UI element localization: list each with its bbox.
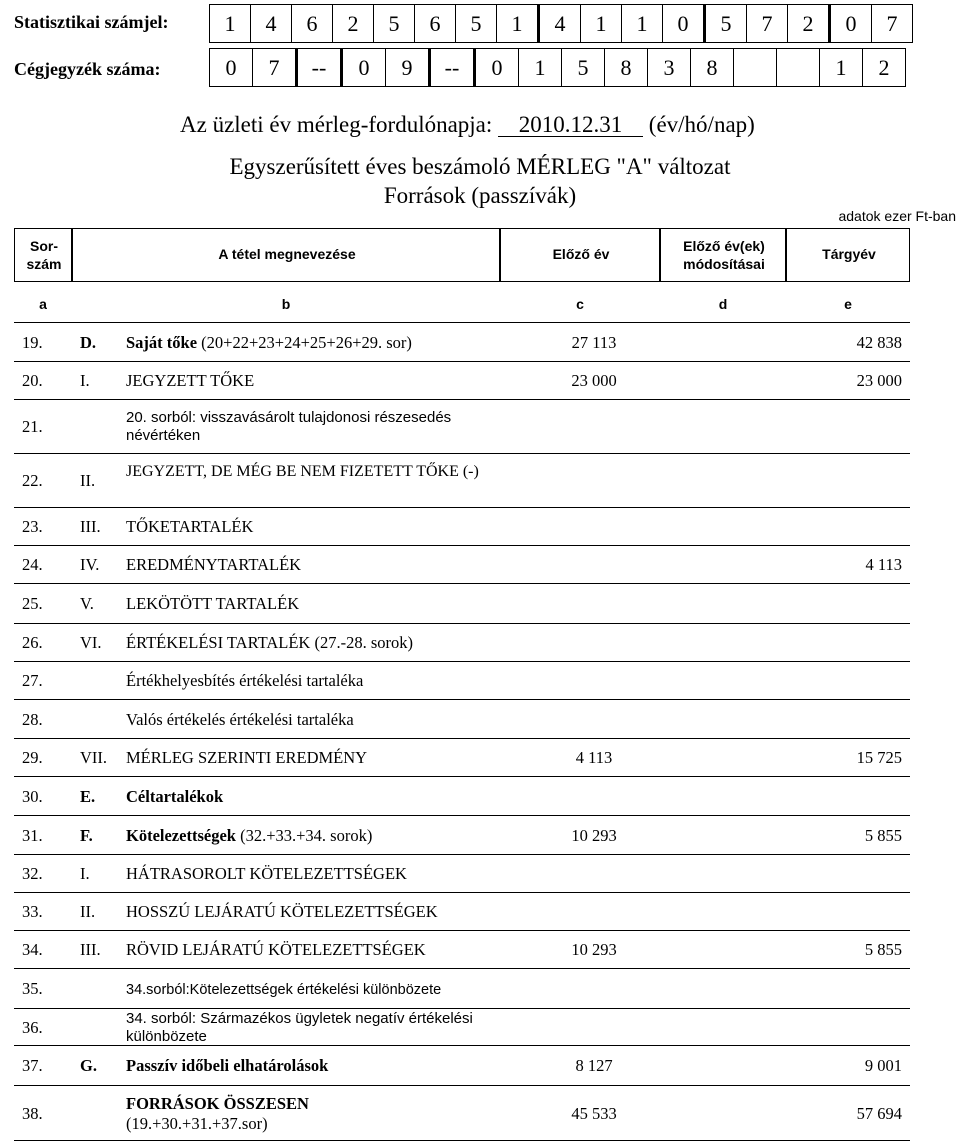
cell-c: 27 113 — [571, 332, 617, 352]
cell-name — [126, 787, 223, 807]
letter-c: c — [576, 296, 584, 312]
cell-rom: D. — [80, 332, 97, 352]
cell-e: 9 001 — [864, 1056, 902, 1075]
col-mod-l1: Előző év(ek) — [683, 238, 765, 254]
cell-no: 21. — [22, 417, 43, 436]
cell-no: 31. — [22, 825, 43, 845]
cell-no: 38. — [22, 1103, 43, 1123]
table-row — [14, 399, 910, 453]
col-prev-label: Előző év — [552, 246, 610, 262]
cell-c: 4 113 — [575, 748, 613, 767]
ceggrid-digit: 0 — [210, 49, 253, 87]
statgrid-digit: 5 — [456, 5, 497, 43]
ceggrid-digit: 9 — [386, 49, 430, 87]
cell-name — [126, 826, 372, 846]
statgrid-digit: 5 — [374, 5, 415, 43]
cell-name-text: 34.sorból:Kötelezettségek értékelési különbözete — [126, 982, 442, 998]
cell-no: 33. — [22, 902, 43, 921]
cell-name — [126, 333, 412, 353]
cell-name-bold: Kötelezettségek — [126, 825, 236, 845]
cell-rom: V. — [80, 594, 94, 613]
table-bottom-border — [14, 1140, 910, 1141]
cell-e: 23 000 — [856, 371, 902, 390]
cell-name — [126, 902, 438, 922]
title-main: Egyszerűsített éves beszámoló MÉRLEG "A" változat — [229, 154, 731, 179]
statgrid-digit: 6 — [415, 5, 456, 43]
ceg-label: Cégjegyzék száma: — [14, 59, 161, 79]
cell-e: 57 694 — [856, 1103, 902, 1123]
cell-rom: F. — [80, 825, 93, 845]
cell-name-text: TŐKETARTALÉK — [126, 517, 254, 536]
cell-name — [126, 594, 299, 614]
ceggrid-digit: 0 — [342, 49, 386, 87]
cell-no: 37. — [22, 1056, 43, 1075]
cell-no: 36. — [22, 1017, 43, 1037]
table-row — [14, 815, 910, 854]
cell-name: 34. sorból: Származékos ügyletek negatív értékelési különbözete — [126, 1009, 473, 1045]
stat-number-grid — [209, 4, 913, 43]
col-curr — [786, 228, 910, 282]
cell-no: 28. — [22, 709, 43, 729]
cell-no: 32. — [22, 864, 43, 883]
cell-name: JEGYZETT, DE MÉG BE NEM FIZETETT TŐKE (-) — [126, 463, 479, 480]
table-row — [14, 583, 910, 623]
cell-rom: VII. — [80, 748, 108, 767]
cell-name — [126, 748, 367, 768]
letter-e: e — [844, 296, 852, 312]
cell-no: 35. — [22, 979, 43, 998]
cell-no: 26. — [22, 633, 43, 652]
cell-rom: III. — [80, 940, 101, 959]
cell-name-text: LEKÖTÖTT TARTALÉK — [126, 594, 300, 613]
col-sorszam-l1: Sor- — [30, 238, 58, 254]
cell-c: 8 127 — [575, 1056, 613, 1075]
table-row — [14, 361, 910, 399]
statgrid-digit: 0 — [663, 5, 705, 43]
ceggrid-digit: 8 — [691, 49, 734, 87]
statgrid-digit: 0 — [830, 5, 872, 43]
cell-name — [126, 1056, 328, 1076]
statgrid-digit: 7 — [747, 5, 788, 43]
cell-name-bold: Passzív időbeli elhatárolások — [126, 1056, 329, 1075]
table-row — [14, 1008, 910, 1045]
cell-c: 23 000 — [571, 371, 617, 390]
cell-name-text: HOSSZÚ LEJÁRATÚ KÖTELEZETTSÉGEK — [126, 902, 438, 921]
cell-name-text: (32.+33.+34. sorok) — [235, 825, 373, 845]
cell-no: 27. — [22, 671, 43, 690]
ceggrid-digit — [734, 49, 777, 87]
cell-name-text: (20+22+23+24+25+26+29. sor) — [197, 332, 412, 352]
ceg-number-grid — [209, 48, 906, 87]
cell-rom: E. — [80, 786, 96, 806]
cell-name-text: HÁTRASOROLT KÖTELEZETTSÉGEK — [126, 864, 407, 883]
table-row — [14, 545, 910, 583]
statgrid-digit: 5 — [705, 5, 747, 43]
table-row — [14, 453, 910, 507]
cell-name — [126, 710, 354, 730]
cell-name-text: RÖVID LEJÁRATÚ KÖTELEZETTSÉGEK — [126, 940, 426, 959]
table-row — [14, 930, 910, 968]
cell-e: 4 113 — [865, 555, 902, 574]
ceggrid-digit: -- — [297, 49, 342, 87]
col-sorszam — [14, 228, 72, 282]
ceggrid-digit: 8 — [605, 49, 648, 87]
table-row — [14, 322, 910, 361]
cell-no: 20. — [22, 371, 43, 390]
table-row — [14, 968, 910, 1008]
statgrid-digit: 1 — [497, 5, 539, 43]
cell-rom: II. — [80, 471, 96, 490]
statgrid-digit: 2 — [788, 5, 830, 43]
ceggrid-digit: 5 — [562, 49, 605, 87]
table-row — [14, 1045, 910, 1085]
cell-name — [126, 671, 363, 691]
cell-name — [126, 555, 301, 575]
ceggrid-digit — [777, 49, 820, 87]
cell-no: 24. — [22, 555, 43, 574]
cell-name — [126, 979, 441, 1000]
cell-e: 15 725 — [856, 748, 902, 767]
cell-name-bold: FORRÁSOK ÖSSZESEN — [126, 1093, 309, 1113]
cell-rom: IV. — [80, 555, 100, 574]
cell-rom: II. — [80, 902, 96, 921]
date-prefix: Az üzleti év mérleg-fordulónapja: — [180, 112, 493, 137]
cell-no: 29. — [22, 748, 43, 767]
cell-rom: G. — [80, 1056, 97, 1075]
stat-label: Statisztikai számjel: — [14, 12, 169, 32]
statgrid-digit: 2 — [333, 5, 374, 43]
cell-name-text: Valós értékelés értékelési tartaléka — [126, 709, 354, 729]
letter-a: a — [39, 296, 47, 312]
cell-name-text: (19.+30.+31.+37.sor) — [126, 1113, 268, 1133]
col-sorszam-l2: szám — [26, 256, 62, 272]
ceggrid-digit: -- — [430, 49, 475, 87]
cell-c: 10 293 — [571, 825, 617, 845]
cell-name — [126, 371, 254, 391]
table-row — [14, 507, 910, 545]
table-row — [14, 699, 910, 738]
statgrid-digit: 1 — [622, 5, 663, 43]
ceggrid-digit: 1 — [519, 49, 562, 87]
statgrid-digit: 1 — [210, 5, 251, 43]
cell-rom: VI. — [80, 633, 102, 652]
cell-name — [126, 940, 426, 960]
ceggrid-digit: 7 — [253, 49, 297, 87]
col-curr-label: Tárgyév — [822, 246, 876, 262]
cell-name-text: Értékhelyesbítés értékelési tartaléka — [126, 671, 364, 690]
cell-c: 10 293 — [571, 940, 617, 959]
cell-rom: I. — [80, 371, 90, 390]
ceggrid-digit: 0 — [475, 49, 519, 87]
cell-name-bold: Saját tőke — [126, 332, 198, 352]
table-row — [14, 776, 910, 815]
col-mod — [660, 228, 786, 282]
cell-name — [126, 517, 253, 537]
cell-no: 23. — [22, 517, 43, 536]
statgrid-digit: 6 — [292, 5, 333, 43]
cell-c: 45 533 — [571, 1103, 617, 1123]
date-value: 2010.12.31 — [498, 114, 643, 137]
title-sub: Források (passzívák) — [383, 183, 577, 208]
table-row — [14, 738, 910, 776]
cell-name-text: EREDMÉNYTARTALÉK — [126, 555, 302, 574]
cell-name-text: JEGYZETT TŐKE — [126, 371, 255, 390]
statgrid-digit: 1 — [581, 5, 622, 43]
cell-rom: III. — [80, 517, 101, 536]
cell-name — [126, 633, 413, 653]
date-line — [180, 112, 755, 138]
statgrid-digit: 7 — [872, 5, 913, 43]
ceggrid-digit: 2 — [863, 49, 906, 87]
cell-name-text: MÉRLEG SZERINTI EREDMÉNY — [126, 748, 368, 767]
table-row — [14, 623, 910, 661]
cell-no: 34. — [22, 940, 43, 959]
col-prev — [500, 228, 660, 282]
date-suffix: (év/hó/nap) — [648, 112, 755, 137]
cell-name-bold: Céltartalékok — [126, 786, 224, 806]
cell-e: 42 838 — [856, 332, 902, 352]
statgrid-digit: 4 — [251, 5, 292, 43]
letter-d: d — [718, 296, 728, 312]
cell-no: 19. — [22, 332, 43, 352]
cell-rom: I. — [80, 864, 90, 883]
cell-no: 22. — [22, 471, 43, 490]
table-row — [14, 892, 910, 930]
table-row — [14, 661, 910, 699]
cell-name: 20. sorból: visszavásárolt tulajdonosi részesedés névértéken — [126, 409, 452, 444]
table-row — [14, 1085, 910, 1140]
cell-no: 30. — [22, 786, 43, 806]
ceggrid-digit: 1 — [820, 49, 863, 87]
col-mod-l2: módosításai — [683, 256, 765, 272]
letter-b: b — [281, 296, 291, 312]
cell-e: 5 855 — [864, 940, 902, 959]
cell-name-text: ÉRTÉKELÉSI TARTALÉK (27.-28. sorok) — [126, 633, 413, 652]
cell-name — [126, 1094, 309, 1134]
table-row — [14, 854, 910, 892]
cell-no: 25. — [22, 594, 43, 613]
cell-e: 5 855 — [864, 825, 902, 845]
cell-name — [126, 864, 407, 884]
units-note: adatok ezer Ft-ban — [838, 208, 956, 224]
statgrid-digit: 4 — [539, 5, 581, 43]
col-name — [72, 228, 500, 282]
ceggrid-digit: 3 — [648, 49, 691, 87]
col-name-label: A tétel megnevezése — [218, 246, 356, 262]
